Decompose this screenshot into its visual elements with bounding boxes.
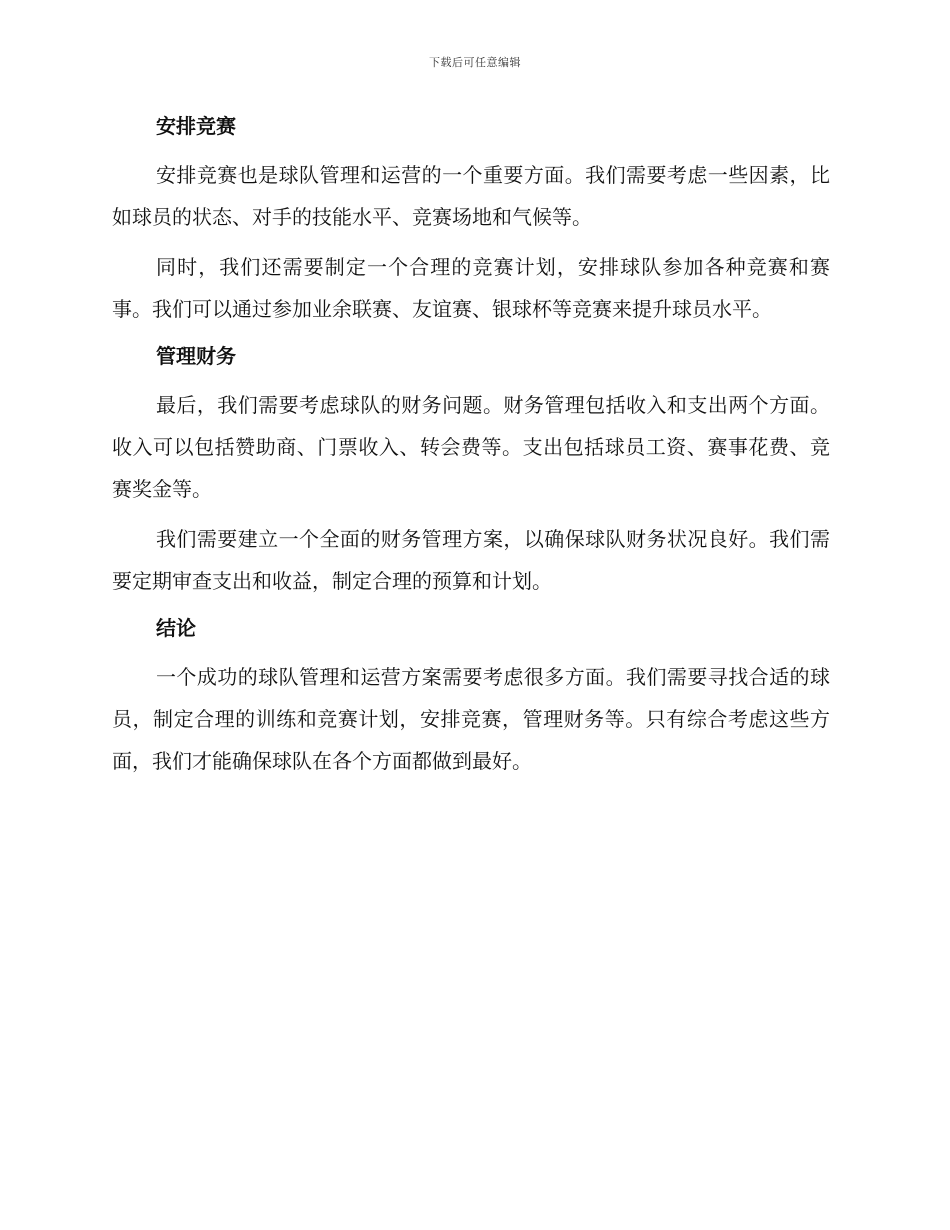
paragraph: 同时，我们还需要制定一个合理的竞赛计划，安排球队参加各种竞赛和赛事。我们可以通过参加业余联赛、友谊赛、银球杯等竞赛来提升球员水平。 [112,255,830,321]
paragraph: 一个成功的球队管理和运营方案需要考虑很多方面。我们需要寻找合适的球员，制定合理的训练和竞赛计划，安排竞赛，管理财务等。只有综合考虑这些方面，我们才能确保球队在各个方面都做到最好。 [112,665,830,773]
paragraph: 我们需要建立一个全面的财务管理方案，以确保球队财务状况良好。我们需要定期审查支出和收益，制定合理的预算和计划。 [112,527,830,593]
section-heading-manage-finance: 管理财务 [156,344,236,368]
paragraph: 安排竞赛也是球队管理和运营的一个重要方面。我们需要考虑一些因素，比如球员的状态、对手的技能水平、竞赛场地和气候等。 [112,163,830,229]
document-body [112,108,830,790]
section-heading-arrange-competition: 安排竞赛 [156,114,236,138]
paragraph: 最后，我们需要考虑球队的财务问题。财务管理包括收入和支出两个方面。收入可以包括赞助商、门票收入、转会费等。支出包括球员工资、赛事花费、竞赛奖金等。 [112,393,830,501]
page-header: 下载后可任意编辑 [429,56,521,69]
section-heading-conclusion: 结论 [156,616,196,640]
